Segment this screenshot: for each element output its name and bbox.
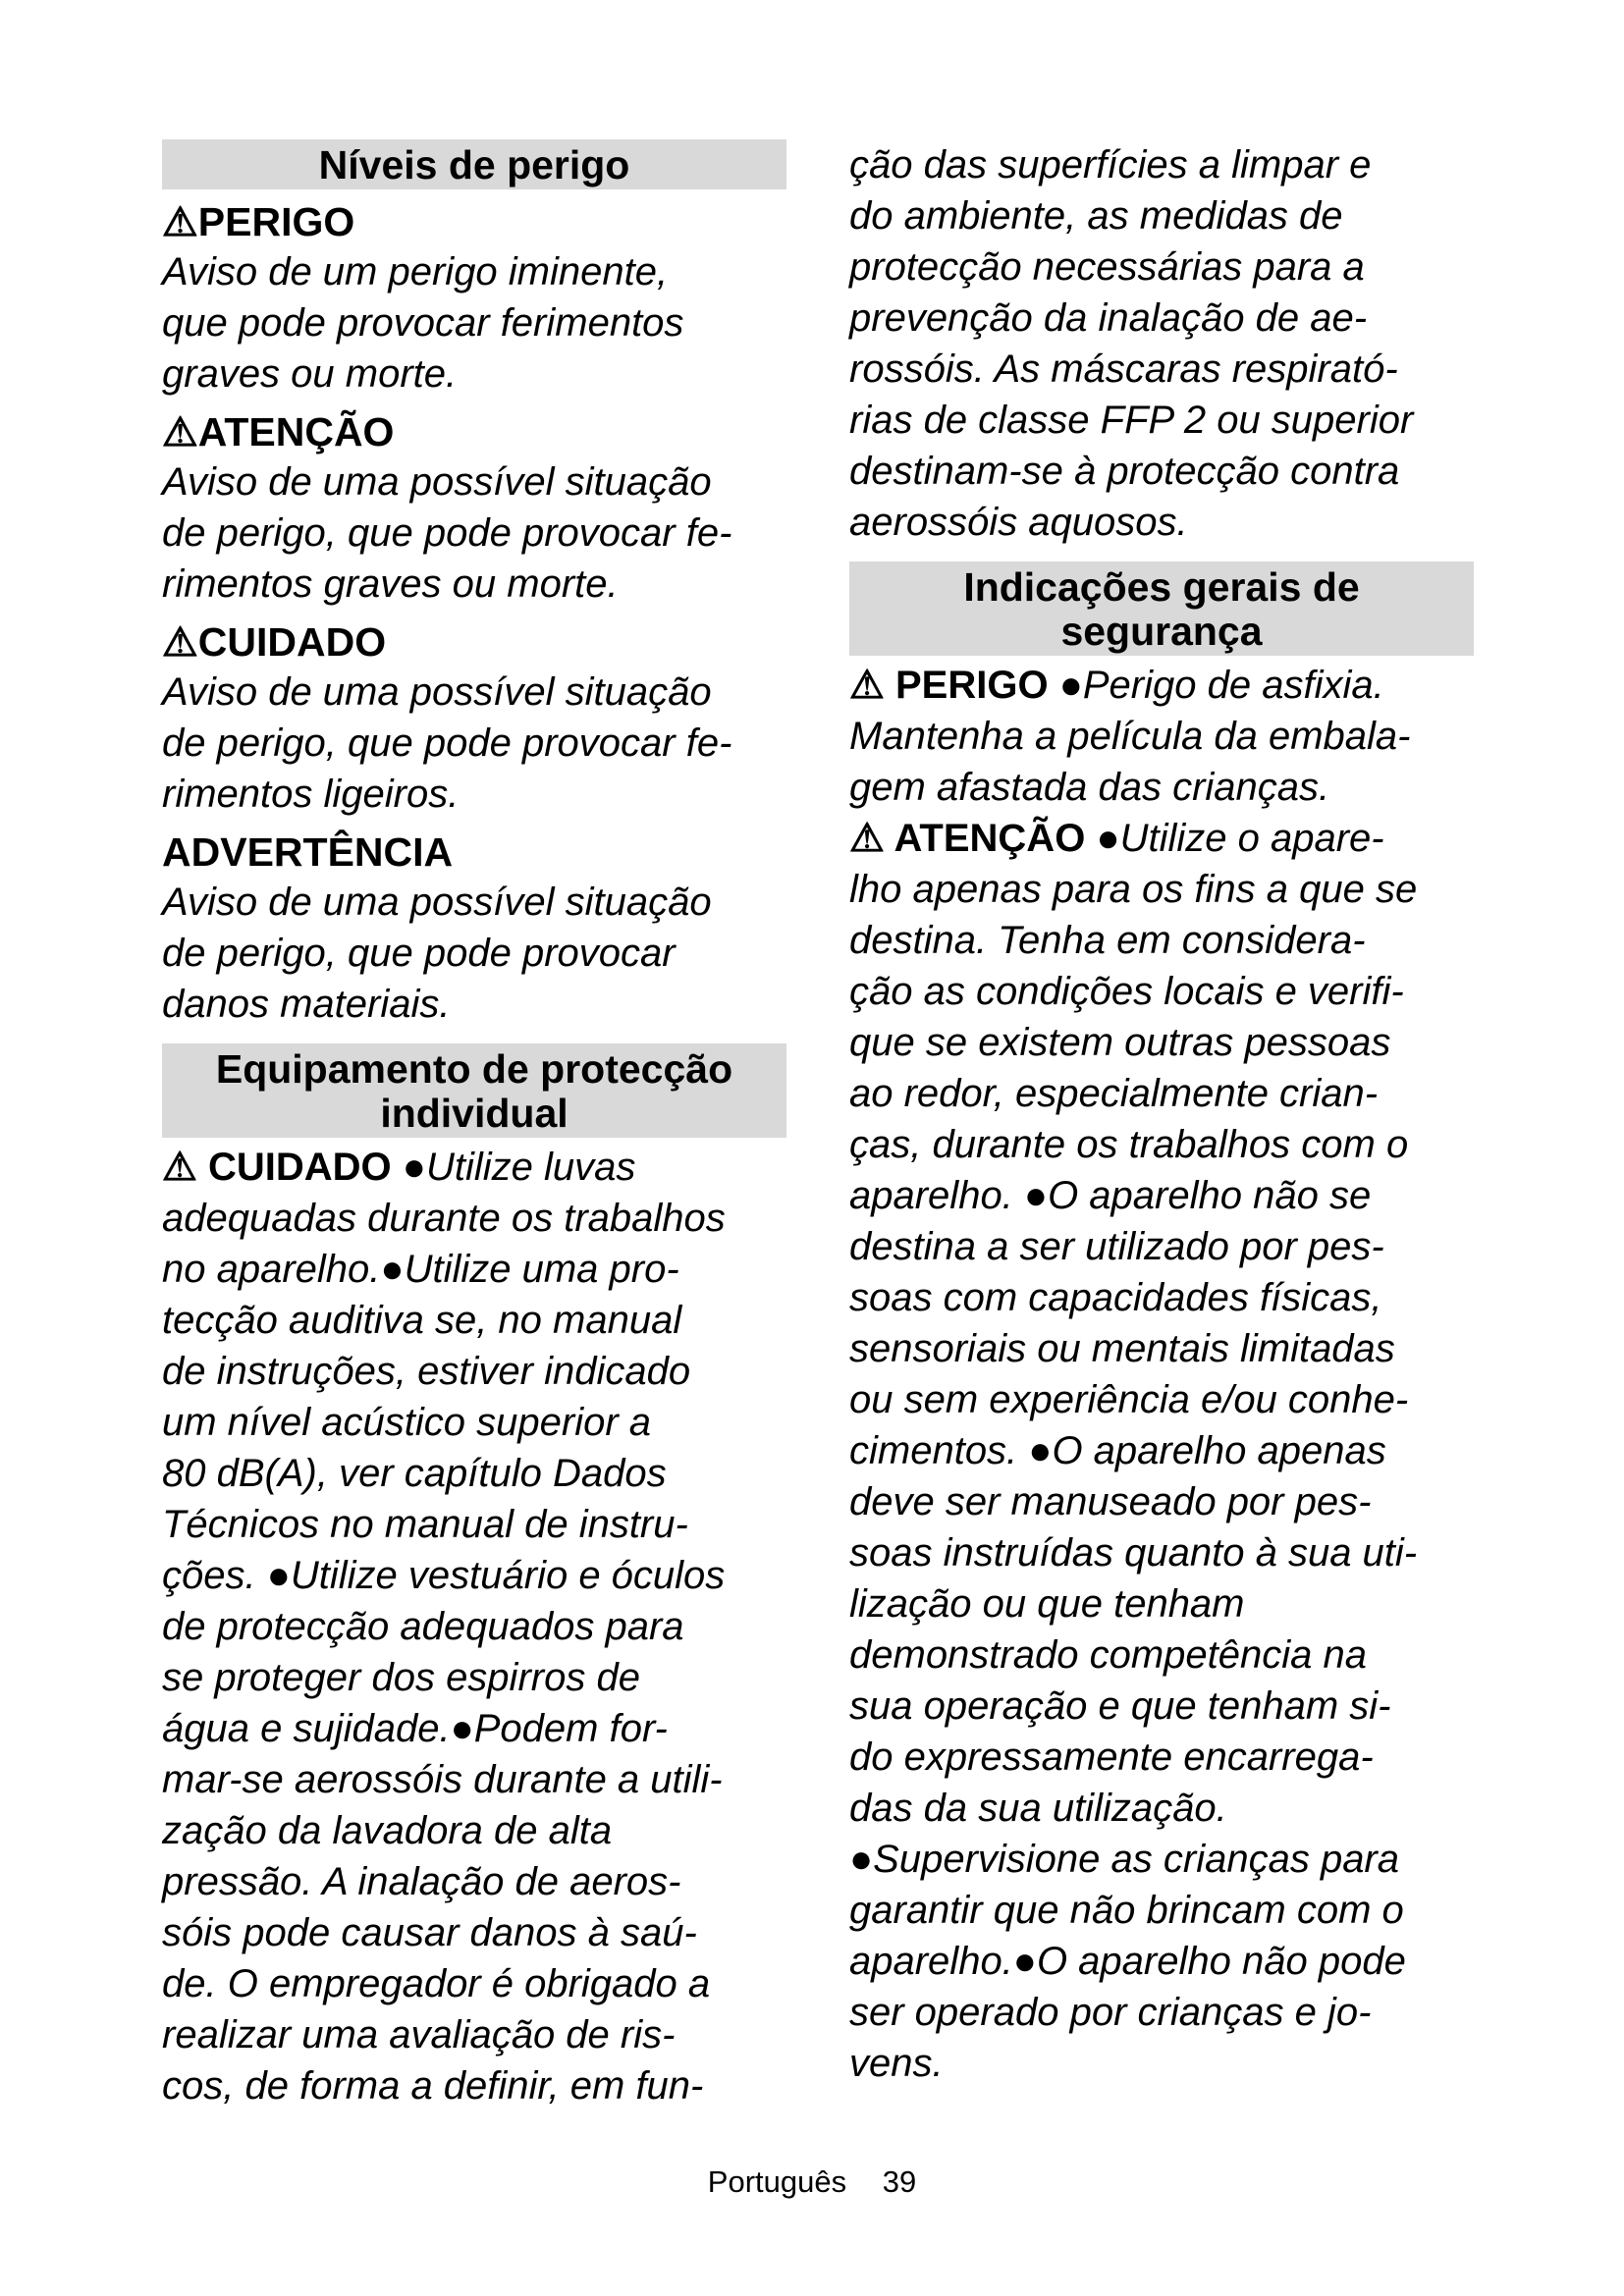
right-column <box>849 139 1474 2089</box>
level-caution-text: Aviso de uma possível situação de perigo, que pode provocar fe- rimentos ligeiros. <box>162 670 732 816</box>
page-footer <box>0 2164 1624 2200</box>
left-column <box>162 139 786 2111</box>
level-danger-title: ⚠PERIGO <box>162 199 355 244</box>
section-heading-general-safety: Indicações gerais de segurança <box>849 561 1474 656</box>
ppe-continued-text: ção das superfícies a limpar e do ambiente, as medidas de protecção necessárias para a prevenção da inalação de ae- rossóis. As máscaras respirató- rias de classe FFP 2 ou superior destinam-se à protecção contra aerossóis aquosos. <box>849 143 1414 544</box>
warning-triangle-icon: ⚠ <box>162 1146 197 1189</box>
level-caution-title: ⚠CUIDADO <box>162 619 387 665</box>
level-danger-text: Aviso de um perigo iminente, que pode provocar ferimentos graves ou morte. <box>162 250 684 396</box>
warning-triangle-icon: ⚠ <box>162 409 198 454</box>
warning-triangle-icon: ⚠ <box>162 199 198 244</box>
ppe-text: ⚠ CUIDADO ●Utilize luvas adequadas durante os trabalhos no aparelho.●Utilize uma pro- tecção auditiva se, no manual de instruções, estiver indicado um nível acústico superior a 80 dB(A), ver capítulo Dados Técnicos no manual de instru- ções. ●Utilize vestuário e óculos de protecção adequados para se proteger dos espirros de água e sujidade.●Podem for- mar-se aerossóis durante a utili- zação da lavadora de alta pressão. A inalação de aeros- sóis pode causar danos à saú- de. O empregador é obrigado a realizar uma avaliação de ris- cos, de forma a definir, em fun- <box>162 1146 726 2108</box>
warning-triangle-icon: ⚠ <box>849 664 885 707</box>
level-warning-text: Aviso de uma possível situação de perigo, que pode provocar fe- rimentos graves ou morte. <box>162 460 732 606</box>
footer-language: Português <box>707 2164 847 2199</box>
warning-triangle-icon: ⚠ <box>162 619 198 665</box>
level-notice-text: Aviso de uma possível situação de perigo, que pode provocar danos materiais. <box>162 881 712 1026</box>
warning-triangle-icon: ⚠ <box>849 817 885 860</box>
section-heading-hazard-levels: Níveis de perigo <box>162 139 786 189</box>
section-heading-ppe: Equipamento de protecção individual <box>162 1043 786 1138</box>
page-number: 39 <box>882 2164 917 2199</box>
level-warning-title: ⚠ATENÇÃO <box>162 409 395 454</box>
level-notice-title: ADVERTÊNCIA <box>162 829 454 875</box>
general-safety-text: ⚠ PERIGO ●Perigo de asfixia. Mantenha a película da embala- gem afastada das crianças. ⚠ ATENÇÃO ●Utilize o apare- lho apenas para os fins a que se destina. Tenha em considera- ção as condições locais e verifi- que se existem outras pessoas ao redor, especialmente crian- ças, durante os trabalhos com o aparelho. ●O aparelho não se destina a ser utilizado por pes- soas com capacidades físicas, sensoriais ou mentais limitadas ou sem experiência e/ou conhe- cimentos. ●O aparelho apenas deve ser manuseado por pes- soas instruídas quanto à sua uti- lização ou que tenham demonstrado competência na sua operação e que tenham si- do expressamente encarrega- das da sua utilização. ●Supervisione as crianças para garantir que não brincam com o aparelho.●O aparelho não pode ser operado por crianças e jo- vens. <box>849 664 1418 2085</box>
